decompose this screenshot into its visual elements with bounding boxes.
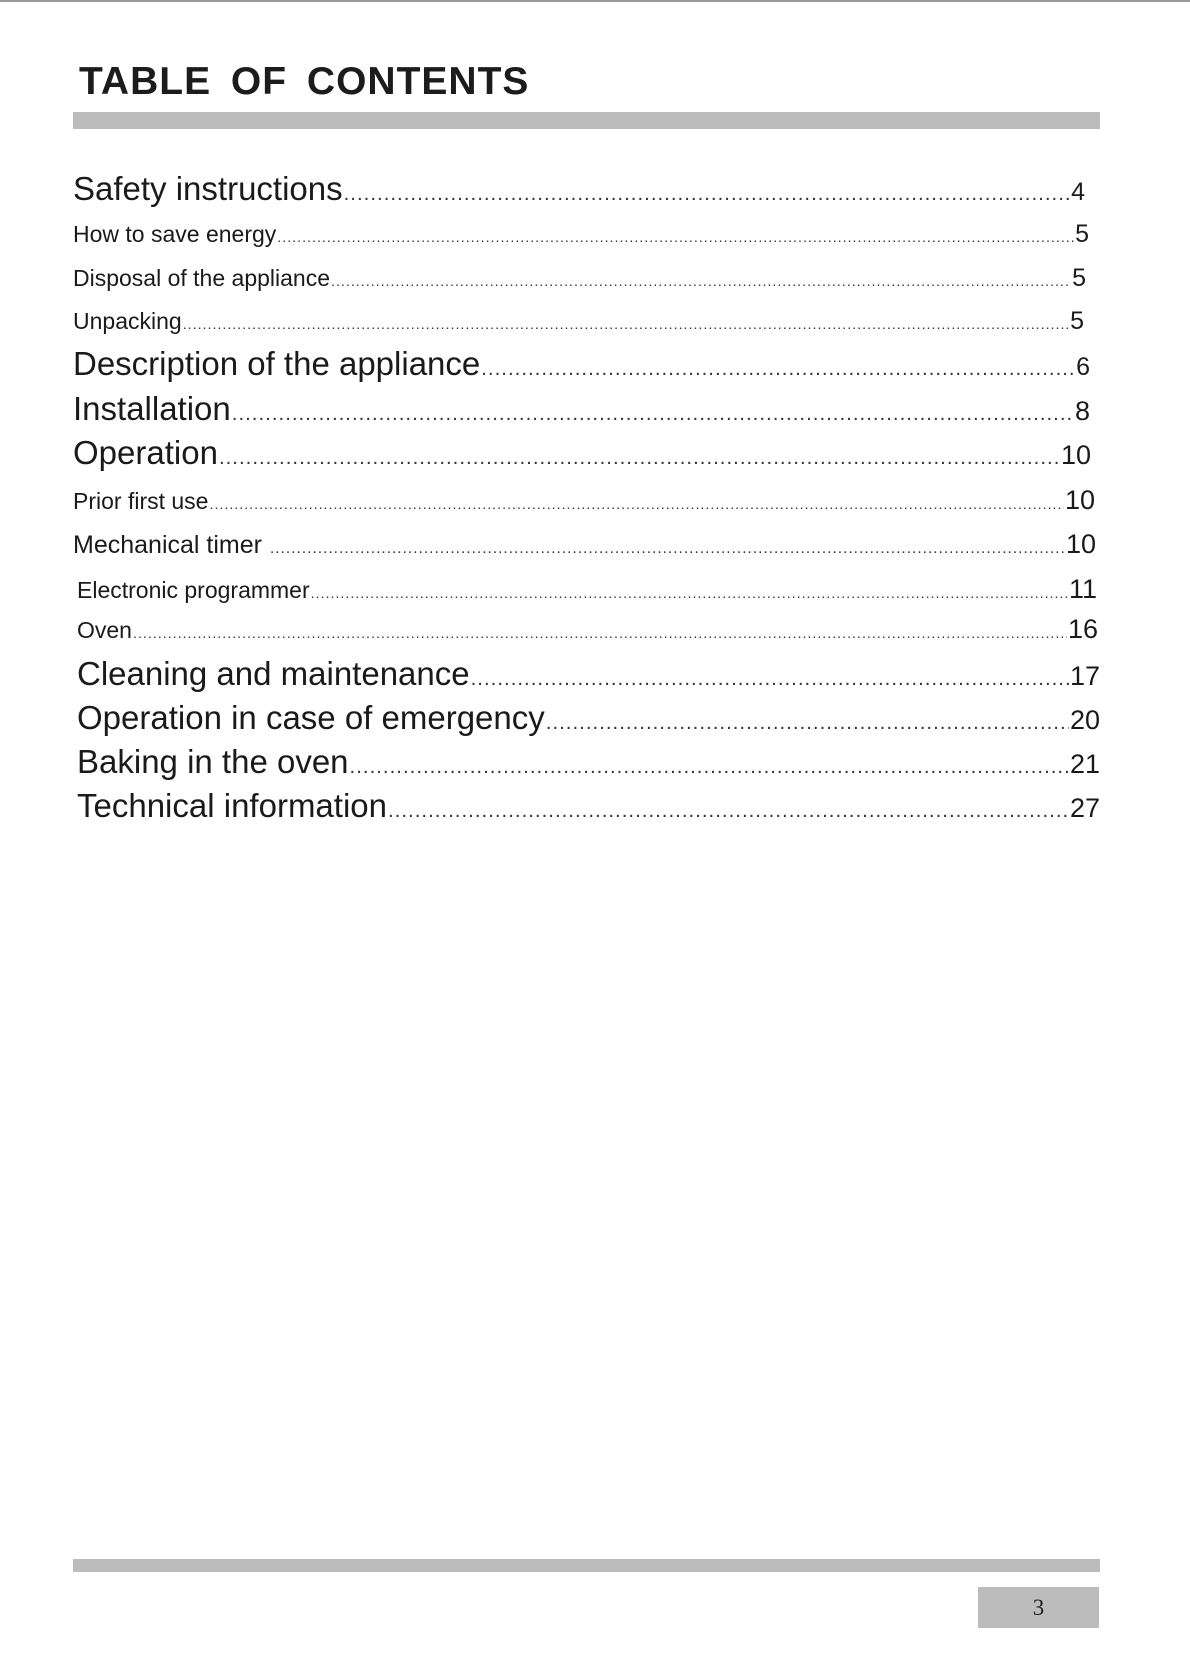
- toc-entry-label: Disposal of the appliance: [73, 265, 330, 291]
- page-number: 3: [1032, 1594, 1045, 1620]
- toc-entry-cleaning[interactable]: [77, 655, 1100, 693]
- toc-entry-page: 27: [1069, 793, 1100, 823]
- toc-entry-label: Installation: [73, 390, 231, 427]
- dot-leader: [232, 402, 1074, 426]
- toc-entry-electronic-programmer[interactable]: [77, 574, 1097, 605]
- dot-leader: [209, 497, 1063, 513]
- dot-leader: [133, 626, 1067, 642]
- dot-leader: [183, 317, 1069, 333]
- dot-leader: [546, 711, 1069, 735]
- toc-entry-emergency[interactable]: [77, 699, 1100, 737]
- toc-entry-installation[interactable]: [73, 390, 1090, 428]
- toc-entry-safety-instructions[interactable]: [73, 170, 1085, 208]
- toc-entry-page: 5: [1070, 307, 1084, 335]
- toc-entry-oven[interactable]: [77, 614, 1098, 645]
- toc-entry-page: 20: [1069, 705, 1100, 735]
- toc-entry-technical-information[interactable]: [77, 787, 1100, 825]
- dot-leader: [481, 357, 1075, 381]
- toc-entry-how-to-save-energy[interactable]: [73, 220, 1089, 249]
- toc-entry-page: 8: [1074, 396, 1090, 426]
- dot-leader: [270, 540, 1065, 558]
- toc-entry-label: How to save energy: [73, 221, 277, 247]
- toc-entry-page: 4: [1071, 178, 1085, 206]
- dot-leader: [350, 755, 1069, 779]
- dot-leader: [388, 799, 1069, 823]
- toc-entry-page: 5: [1072, 264, 1086, 292]
- dot-leader: [277, 230, 1074, 246]
- toc-entry-prior-first-use[interactable]: [73, 485, 1095, 516]
- toc-entry-mechanical-timer[interactable]: [73, 529, 1096, 560]
- toc-entry-label: Technical information: [77, 787, 387, 824]
- toc-entry-label: Operation in case of emergency: [77, 699, 545, 736]
- toc-entry-label: Safety instructions: [73, 170, 343, 207]
- dot-leader: [344, 182, 1070, 206]
- top-edge-rule: [0, 0, 1190, 2]
- toc-entry-label: Prior first use: [73, 488, 209, 514]
- toc-entry-label: Baking in the oven: [77, 743, 349, 780]
- toc-entry-label: Oven: [77, 617, 132, 643]
- dot-leader: [331, 274, 1071, 290]
- toc-entry-label: Cleaning and maintenance: [77, 655, 470, 692]
- toc-entry-page: 10: [1064, 485, 1095, 515]
- toc-entry-page: 6: [1076, 353, 1090, 381]
- toc-entry-page: 5: [1075, 220, 1089, 248]
- toc-entry-page: 21: [1069, 749, 1100, 779]
- page-title: TABLE OF CONTENTS: [79, 60, 530, 103]
- toc-entry-page: 10: [1065, 529, 1096, 559]
- toc-entry-disposal[interactable]: [73, 264, 1086, 293]
- dot-leader: [471, 667, 1069, 691]
- toc-entry-label: Electronic programmer: [77, 577, 310, 603]
- toc-entry-page: 16: [1067, 614, 1098, 644]
- page-number-badge: [978, 1587, 1099, 1628]
- dot-leader: [219, 446, 1060, 470]
- toc-entry-label: Mechanical timer: [73, 531, 262, 559]
- toc-entry-label: Operation: [73, 434, 218, 471]
- toc-entry-page: 17: [1069, 661, 1100, 691]
- toc-entry-label: Unpacking: [73, 308, 182, 334]
- toc-entry-page: 10: [1060, 440, 1091, 470]
- toc-entry-page: 11: [1068, 574, 1097, 604]
- footer-divider-bar: [73, 1559, 1100, 1572]
- toc-entry-label: Description of the appliance: [73, 345, 481, 382]
- dot-leader: [311, 586, 1068, 602]
- toc-entry-operation[interactable]: [73, 434, 1091, 472]
- toc-entry-unpacking[interactable]: [73, 307, 1084, 336]
- toc-entry-baking[interactable]: [77, 743, 1100, 781]
- toc-entry-description[interactable]: [73, 345, 1090, 383]
- header-divider-bar: [73, 112, 1100, 129]
